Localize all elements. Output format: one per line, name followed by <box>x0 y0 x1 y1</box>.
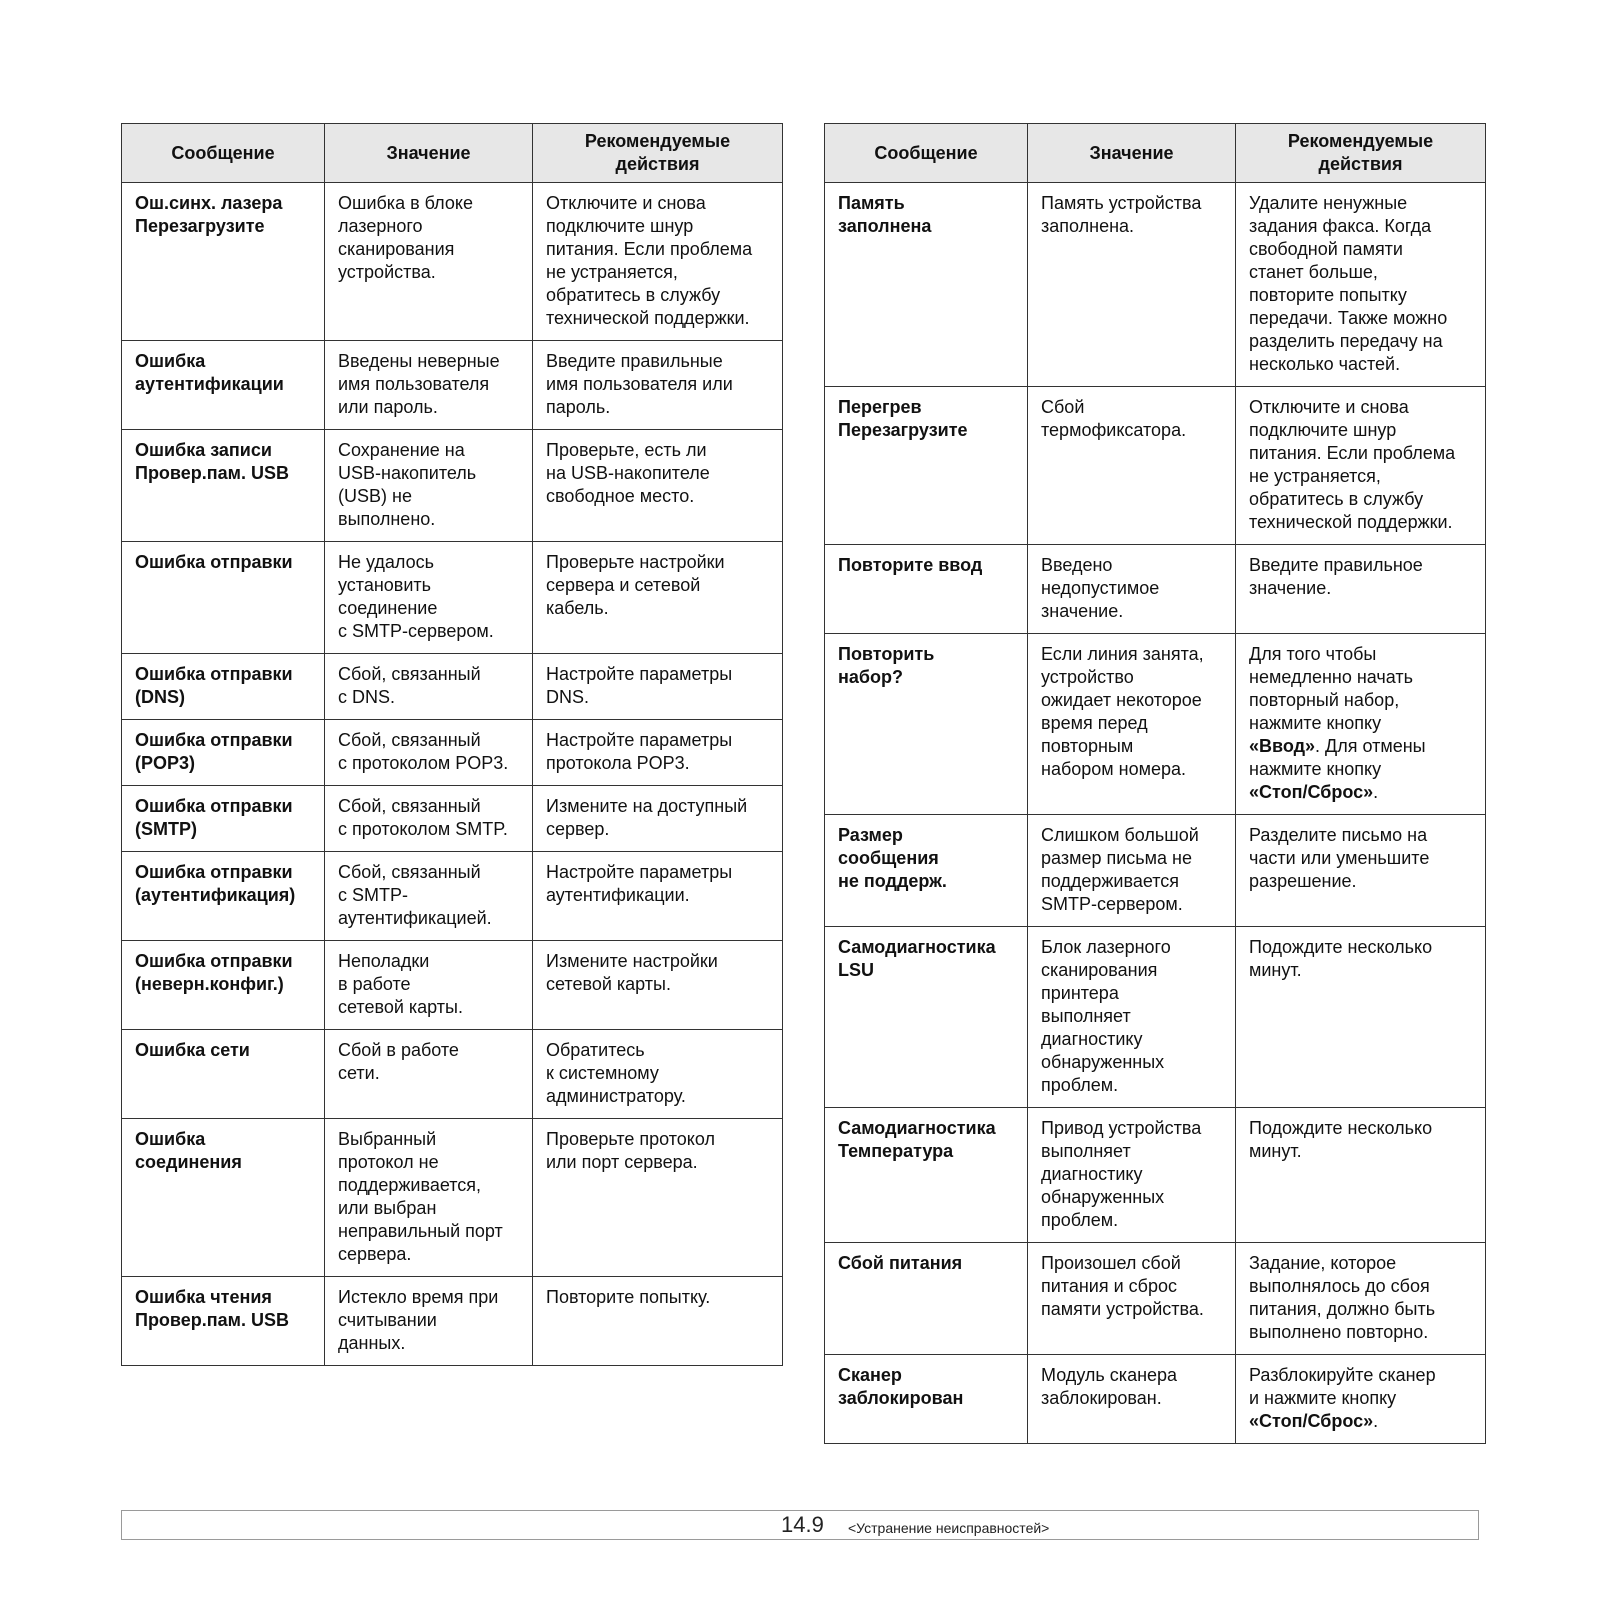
message-cell: Повторить набор? <box>825 634 1028 815</box>
meaning-cell: Память устройства заполнена. <box>1028 183 1236 387</box>
message-cell: Ошибка чтения Провер.пам. USB <box>122 1277 325 1366</box>
action-cell: Проверьте настройки сервера и сетевой кабель. <box>533 542 783 654</box>
message-cell: Самодиагностика Температура <box>825 1108 1028 1243</box>
meaning-cell: Слишком большой размер письма не поддерживается SMTP-сервером. <box>1028 815 1236 927</box>
error-table-right <box>824 123 1486 1444</box>
message-cell: Повторите ввод <box>825 545 1028 634</box>
table-row <box>825 927 1486 1108</box>
action-cell: Настройте параметры аутентификации. <box>533 852 783 941</box>
meaning-cell: Если линия занята, устройство ожидает некоторое время перед повторным набором номера. <box>1028 634 1236 815</box>
table-row <box>122 1119 783 1277</box>
column-header-meaning: Значение <box>325 124 533 183</box>
action-cell: Отключите и снова подключите шнур питания. Если проблема не устраняется, обратитесь в службу технической поддержки. <box>1236 387 1486 545</box>
meaning-cell: Модуль сканера заблокирован. <box>1028 1355 1236 1444</box>
meaning-cell: Сбой, связанный с протоколом SMTP. <box>325 786 533 852</box>
meaning-cell: Выбранный протокол не поддерживается, или выбран неправильный порт сервера. <box>325 1119 533 1277</box>
meaning-cell: Сбой термофиксатора. <box>1028 387 1236 545</box>
action-cell: Проверьте, есть ли на USB-накопителе свободное место. <box>533 430 783 542</box>
action-cell: Разделите письмо на части или уменьшите разрешение. <box>1236 815 1486 927</box>
table-row <box>122 786 783 852</box>
column-header-actions: Рекомендуемые действия <box>1236 124 1486 183</box>
message-cell: Ошибка аутентификации <box>122 341 325 430</box>
table-row <box>825 183 1486 387</box>
meaning-cell: Сохранение на USB-накопитель (USB) не выполнено. <box>325 430 533 542</box>
message-cell: Ошибка отправки (неверн.конфиг.) <box>122 941 325 1030</box>
table-row <box>825 1108 1486 1243</box>
action-cell: Подождите несколько минут. <box>1236 927 1486 1108</box>
action-text: Для того чтобы немедленно начать повторный набор, нажмите кнопку <box>1249 644 1414 733</box>
meaning-cell: Неполадки в работе сетевой карты. <box>325 941 533 1030</box>
action-cell: Настройте параметры DNS. <box>533 654 783 720</box>
button-name-text: «Стоп/Сброс» <box>1249 782 1374 802</box>
table-header-row <box>122 124 783 183</box>
message-cell: Ошибка записи Провер.пам. USB <box>122 430 325 542</box>
action-cell: Введите правильные имя пользователя или пароль. <box>533 341 783 430</box>
action-cell <box>1236 634 1486 815</box>
action-cell: Задание, которое выполнялось до сбоя питания, должно быть выполнено повторно. <box>1236 1243 1486 1355</box>
action-text: . Для отмены нажмите кнопку <box>1249 736 1426 779</box>
column-header-message: Сообщение <box>825 124 1028 183</box>
table-row <box>122 654 783 720</box>
meaning-cell: Введено недопустимое значение. <box>1028 545 1236 634</box>
button-name-text: «Стоп/Сброс» <box>1249 1411 1374 1431</box>
column-header-actions: Рекомендуемые действия <box>533 124 783 183</box>
message-cell: Сбой питания <box>825 1243 1028 1355</box>
meaning-cell: Привод устройства выполняет диагностику обнаруженных проблем. <box>1028 1108 1236 1243</box>
action-cell: Измените настройки сетевой карты. <box>533 941 783 1030</box>
meaning-cell: Сбой, связанный с протоколом POP3. <box>325 720 533 786</box>
page-number: 14.9 <box>781 1512 824 1537</box>
table-row <box>122 941 783 1030</box>
table-row <box>122 1030 783 1119</box>
table-header-row <box>825 124 1486 183</box>
message-cell: Сканер заблокирован <box>825 1355 1028 1444</box>
table-row <box>122 852 783 941</box>
action-cell: Обратитесь к системному администратору. <box>533 1030 783 1119</box>
table-row <box>825 1355 1486 1444</box>
table-row <box>122 720 783 786</box>
meaning-cell: Сбой, связанный с DNS. <box>325 654 533 720</box>
message-cell: Самодиагностика LSU <box>825 927 1028 1108</box>
meaning-cell: Не удалось установить соединение с SMTP-сервером. <box>325 542 533 654</box>
message-cell: Ошибка отправки (POP3) <box>122 720 325 786</box>
table-row <box>122 542 783 654</box>
table-row <box>825 545 1486 634</box>
meaning-cell: Сбой в работе сети. <box>325 1030 533 1119</box>
message-cell: Размер сообщения не поддерж. <box>825 815 1028 927</box>
action-text: Разблокируйте сканер и нажмите кнопку <box>1249 1365 1436 1408</box>
table-row <box>122 430 783 542</box>
meaning-cell: Введены неверные имя пользователя или пароль. <box>325 341 533 430</box>
message-cell: Ошибка отправки (аутентификация) <box>122 852 325 941</box>
action-cell: Отключите и снова подключите шнур питания. Если проблема не устраняется, обратитесь в службу технической поддержки. <box>533 183 783 341</box>
table-row <box>122 341 783 430</box>
action-cell: Подождите несколько минут. <box>1236 1108 1486 1243</box>
meaning-cell: Ошибка в блоке лазерного сканирования устройства. <box>325 183 533 341</box>
action-cell: Настройте параметры протокола POP3. <box>533 720 783 786</box>
message-cell: Ошибка отправки <box>122 542 325 654</box>
message-cell: Ошибка отправки (DNS) <box>122 654 325 720</box>
meaning-cell: Сбой, связанный с SMTP- аутентификацией. <box>325 852 533 941</box>
message-cell: Ошибка сети <box>122 1030 325 1119</box>
column-header-message: Сообщение <box>122 124 325 183</box>
action-cell: Повторите попытку. <box>533 1277 783 1366</box>
table-row <box>825 387 1486 545</box>
table-body-right <box>825 183 1486 1444</box>
meaning-cell: Блок лазерного сканирования принтера выполняет диагностику обнаруженных проблем. <box>1028 927 1236 1108</box>
error-table-left <box>121 123 783 1366</box>
action-cell: Проверьте протокол или порт сервера. <box>533 1119 783 1277</box>
meaning-cell: Произошел сбой питания и сброс памяти устройства. <box>1028 1243 1236 1355</box>
button-name-text: «Ввод» <box>1249 736 1316 756</box>
table-row <box>825 1243 1486 1355</box>
meaning-cell: Истекло время при считывании данных. <box>325 1277 533 1366</box>
action-text: . <box>1373 782 1379 802</box>
section-title: <Устранение неисправностей> <box>848 1520 1050 1536</box>
message-cell: Ошибка соединения <box>122 1119 325 1277</box>
message-cell: Ош.синх. лазера Перезагрузите <box>122 183 325 341</box>
table-row <box>825 815 1486 927</box>
column-header-meaning: Значение <box>1028 124 1236 183</box>
action-cell <box>1236 1355 1486 1444</box>
message-cell: Перегрев Перезагрузите <box>825 387 1028 545</box>
action-cell: Измените на доступный сервер. <box>533 786 783 852</box>
table-row <box>122 183 783 341</box>
table-row <box>122 1277 783 1366</box>
message-cell: Ошибка отправки (SMTP) <box>122 786 325 852</box>
action-cell: Введите правильное значение. <box>1236 545 1486 634</box>
table-body-left <box>122 183 783 1366</box>
message-cell: Память заполнена <box>825 183 1028 387</box>
action-cell: Удалите ненужные задания факса. Когда свободной памяти станет больше, повторите попытку передачи. Также можно разделить передачу на несколько частей. <box>1236 183 1486 387</box>
action-text: . <box>1373 1411 1379 1431</box>
table-row <box>825 634 1486 815</box>
